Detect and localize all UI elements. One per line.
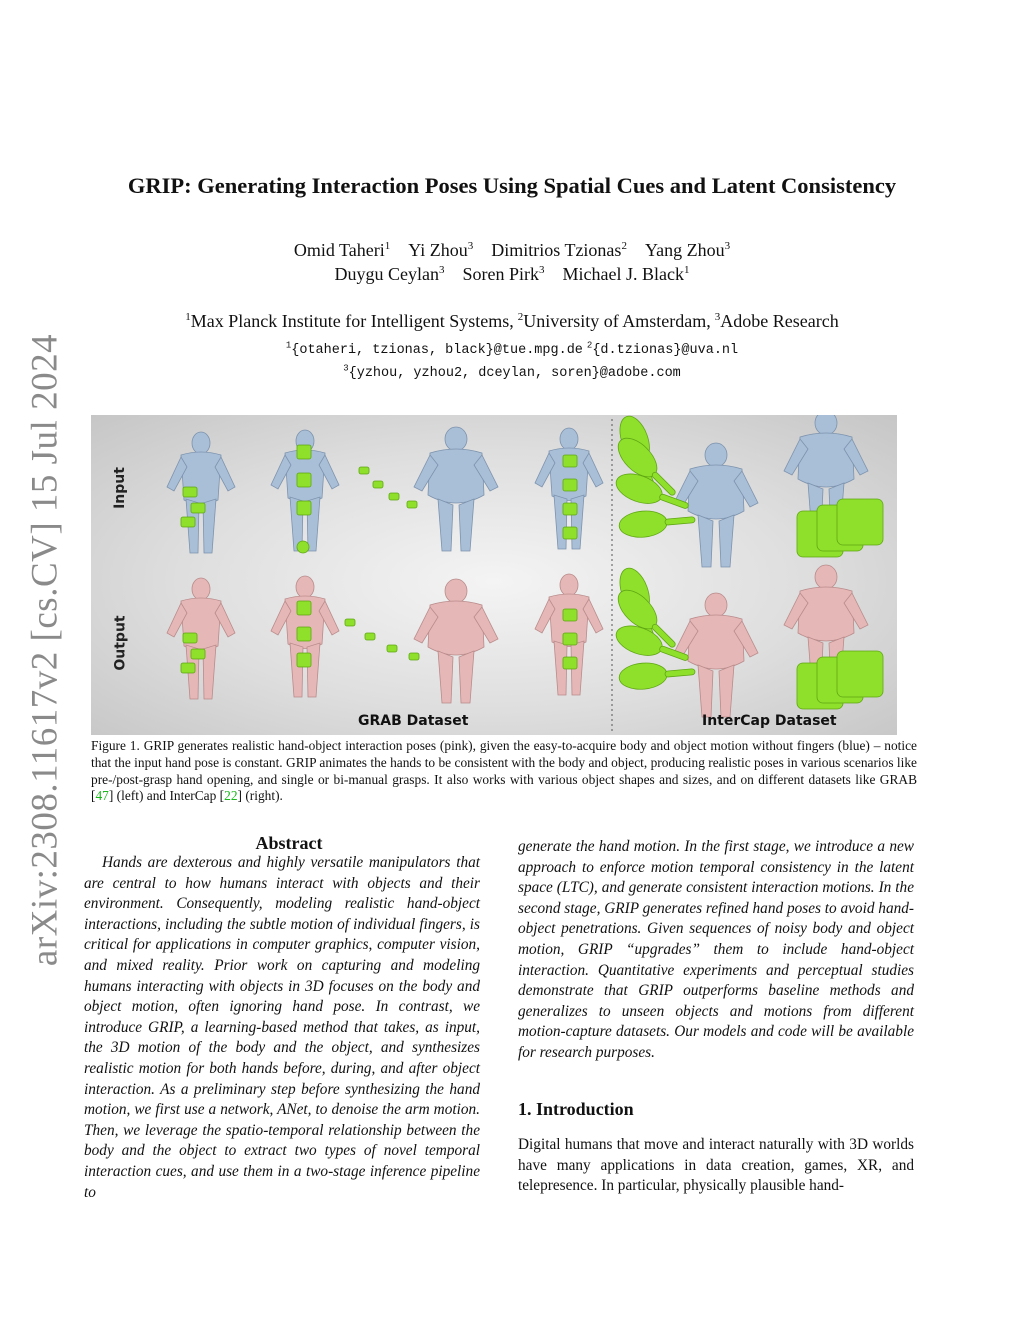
author-name-text: Yang Zhou (644, 240, 725, 260)
caption-text: ] (left) and InterCap [ (108, 788, 225, 804)
affiliation-marker: 3 (724, 240, 731, 252)
affiliations (0, 311, 1024, 332)
abstract-text-right-column: generate the hand motion. In the first stage, we introduce a new approach to enforce motion temporal consistency in the latent space (LTC), and generate consistent interaction motions. In the second stage, GRIP generates refined hand poses to avoid hand-object penetrations. Given sequences of noisy body and object motion, GRIP “upgrades” them to include hand-object interaction. Quantitative experiments and perceptual studies demonstrate that GRIP outperforms baseline methods and generalizes to unseen objects and motions from different motion-capture datasets. Our models and code will be available for research purposes. (518, 838, 914, 1061)
affiliation-name: University of Amsterdam, (523, 311, 711, 331)
email-group (343, 363, 681, 381)
email-line-2 (0, 363, 1024, 381)
arxiv-stamp-text: arXiv:2308.11617v2 [cs.CV] 15 Jul 2024 (24, 333, 66, 967)
email-address[interactable]: {otaheri, tzionas, black}@tue.mpg.de (291, 342, 583, 358)
caption-text: ] (right). (237, 788, 283, 804)
affiliation (518, 311, 711, 331)
affiliation-number: 1 (185, 311, 191, 323)
affiliation-number: 3 (714, 311, 721, 323)
teaser-figure (91, 415, 897, 735)
author-name-text: Michael J. Black (562, 264, 684, 284)
abstract-heading: Abstract (255, 833, 323, 853)
affiliation-number: 2 (586, 340, 593, 350)
affiliation-marker: 2 (621, 240, 627, 252)
author-name (408, 240, 473, 261)
author-name (645, 240, 730, 261)
affiliation-number: 3 (343, 363, 349, 373)
intercap-dataset-label: InterCap Dataset (702, 713, 837, 729)
email-line-1 (0, 340, 1024, 358)
author-name (294, 240, 390, 261)
introduction-text: Digital humans that move and interact naturally with 3D worlds have many applications in data creation, games, XR, and telepresence. In particular, physically plausible hand- (518, 1136, 914, 1195)
author-name (463, 264, 545, 285)
grab-dataset-label: GRAB Dataset (358, 713, 469, 729)
paper-title: GRIP: Generating Interaction Poses Using Spatial Cues and Latent Consistency (127, 173, 897, 198)
affiliation-name: Adobe Research (720, 311, 839, 331)
input-row-label: Input (111, 467, 128, 509)
arxiv-stamp (20, 333, 70, 967)
citation-link[interactable]: 22 (224, 788, 238, 804)
affiliation-marker: 3 (439, 264, 445, 276)
figure-illustration (91, 415, 897, 735)
email-address[interactable]: {yzhou, yzhou2, dceylan, soren}@adobe.com (348, 365, 681, 381)
caption-text: Figure 1. GRIP generates realistic hand-object interaction poses (pink), given the easy-to-acquire body and object motion without fingers (blue) – notice that the input hand pose is constant. GRIP animates the hands to be consistent with the body and object, producing realistic poses in various scenarios like pre-/post-grasp hand opening, and single or bi-manual grasps. It also works with various object shapes and sizes, and on different datasets like GRAB [ (91, 738, 917, 804)
affiliation-marker: 3 (539, 264, 545, 276)
affiliation-marker: 1 (683, 264, 690, 276)
figure-caption (91, 738, 917, 805)
affiliation (715, 311, 839, 331)
affiliation-name: Max Planck Institute for Intelligent Systems, (190, 311, 514, 331)
citation-link[interactable]: 47 (95, 788, 109, 804)
affiliation-number: 2 (517, 311, 524, 323)
author-name (491, 240, 627, 261)
author-name-text: Dimitrios Tzionas (491, 240, 622, 260)
introduction-heading: 1. Introduction (518, 1099, 634, 1119)
affiliation-marker: 3 (467, 240, 474, 252)
author-name-text: Duygu Ceylan (334, 264, 439, 284)
author-name-text: Soren Pirk (462, 264, 539, 284)
email-group (586, 340, 739, 358)
email-group (285, 340, 583, 358)
author-name-text: Yi Zhou (408, 240, 468, 260)
affiliation-number: 1 (285, 340, 292, 350)
output-row-label: Output (112, 615, 129, 671)
author-name (563, 264, 690, 285)
author-list-line-2 (0, 264, 1024, 285)
email-address[interactable]: {d.tzionas}@uva.nl (592, 342, 739, 358)
author-list-line-1 (0, 240, 1024, 261)
author-name (335, 264, 445, 285)
affiliation (185, 311, 513, 331)
affiliation-marker: 1 (384, 240, 391, 252)
abstract-text-left-column: Hands are dexterous and highly versatile manipulators that are central to how humans interact with objects and their environment. Consequently, modeling realistic hand-object interactions, including the subtle motion of individual fingers, is critical for applications in computer graphics, computer vision, and mixed reality. Prior work on capturing and modeling humans interacting with objects in 3D focuses on the body and object motion, often ignoring hand pose. In contrast, we introduce GRIP, a learning-based method that takes, as input, the 3D motion of the body and the object, and synthesizes realistic motion for both hands before, during, and after object interaction. As a preliminary step before synthesizing the hand motion, we first use a network, ANet, to denoise the arm motion. Then, we leverage the spatio-temporal relationship between the body and the object to extract two types of novel temporal interaction cues, and use them in a two-stage inference pipeline to (84, 854, 480, 1201)
author-name-text: Omid Taheri (293, 240, 385, 260)
